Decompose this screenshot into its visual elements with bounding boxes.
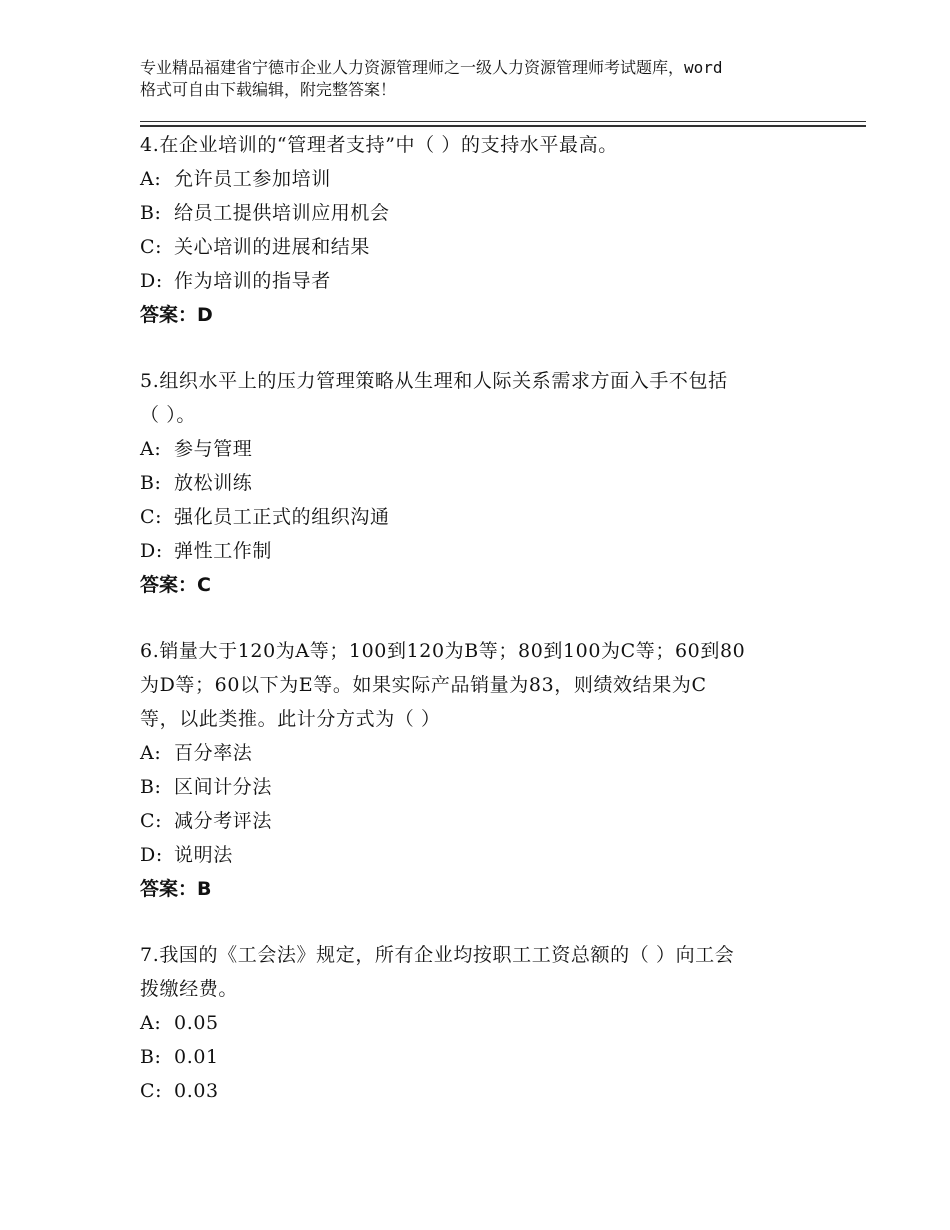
answer-option (140, 1074, 830, 1108)
option-label: C: (140, 236, 163, 258)
option-text: 允许员工参加培训 (174, 168, 331, 190)
option-text: 给员工提供培训应用机会 (174, 202, 390, 224)
answer-key: 答案：D (140, 304, 213, 326)
answer-key: 答案：C (140, 574, 211, 596)
option-label: A: (140, 438, 162, 460)
question-stem-line: 5.组织水平上的压力管理策略从生理和人际关系需求方面入手不包括 (140, 370, 728, 392)
option-label: A: (140, 168, 162, 190)
answer-option (140, 264, 830, 298)
question-block (140, 128, 830, 332)
header-divider-thin (140, 121, 866, 122)
question-stem-line: 4.在企业培训的“管理者支持”中（ ）的支持水平最高。 (140, 134, 618, 156)
option-label: B: (140, 202, 162, 224)
option-text: 说明法 (174, 844, 233, 866)
answer-option (140, 432, 830, 466)
answer-key: 答案：B (140, 878, 212, 900)
option-text: 放松训练 (174, 472, 253, 494)
question-stem-line: 为D等；60以下为E等。如果实际产品销量为83，则绩效结果为C (140, 674, 707, 696)
option-label: C: (140, 506, 163, 528)
answer-option (140, 804, 830, 838)
answer-option (140, 162, 830, 196)
option-text: 参与管理 (174, 438, 253, 460)
option-label: A: (140, 742, 162, 764)
answer-option (140, 1006, 830, 1040)
question-list (140, 128, 830, 1140)
answer-option (140, 770, 830, 804)
question-stem-line: 6.销量大于120为A等；100到120为B等；80到100为C等；60到80 (140, 640, 746, 662)
option-text: 0.03 (174, 1080, 219, 1102)
option-text: 弹性工作制 (174, 540, 273, 562)
answer-option (140, 534, 830, 568)
answer-option (140, 838, 830, 872)
option-text: 强化员工正式的组织沟通 (174, 506, 390, 528)
question-stem-line: 等，以此类推。此计分方式为（ ） (140, 708, 441, 730)
option-label: A: (140, 1012, 162, 1034)
option-text: 区间计分法 (174, 776, 273, 798)
option-label: B: (140, 1046, 162, 1068)
question-block (140, 634, 830, 906)
option-label: B: (140, 776, 162, 798)
option-text: 0.05 (174, 1012, 219, 1034)
answer-option (140, 500, 830, 534)
option-label: D: (140, 844, 163, 866)
option-label: D: (140, 270, 163, 292)
header-line-1: 专业精品福建省宁德市企业人力资源管理师之一级人力资源管理师考试题库，word (140, 58, 723, 77)
answer-option (140, 1040, 830, 1074)
question-block (140, 938, 830, 1108)
question-block (140, 364, 830, 602)
option-text: 作为培训的指导者 (174, 270, 331, 292)
answer-option (140, 736, 830, 770)
question-stem-line: 7.我国的《工会法》规定，所有企业均按职工工资总额的（ ）向工会 (140, 944, 735, 966)
answer-option (140, 196, 830, 230)
answer-option (140, 230, 830, 264)
option-text: 百分率法 (174, 742, 253, 764)
option-label: D: (140, 540, 163, 562)
header-line-2: 格式可自由下载编辑，附完整答案！ (140, 80, 397, 99)
option-text: 关心培训的进展和结果 (174, 236, 371, 258)
option-text: 减分考评法 (174, 810, 273, 832)
option-text: 0.01 (174, 1046, 219, 1068)
answer-option (140, 466, 830, 500)
question-stem-line: （ ）。 (140, 404, 196, 426)
option-label: B: (140, 472, 162, 494)
option-label: C: (140, 1080, 163, 1102)
question-stem-line: 拨缴经费。 (140, 978, 239, 1000)
option-label: C: (140, 810, 163, 832)
document-header (140, 57, 830, 101)
header-divider-thick (140, 125, 866, 127)
